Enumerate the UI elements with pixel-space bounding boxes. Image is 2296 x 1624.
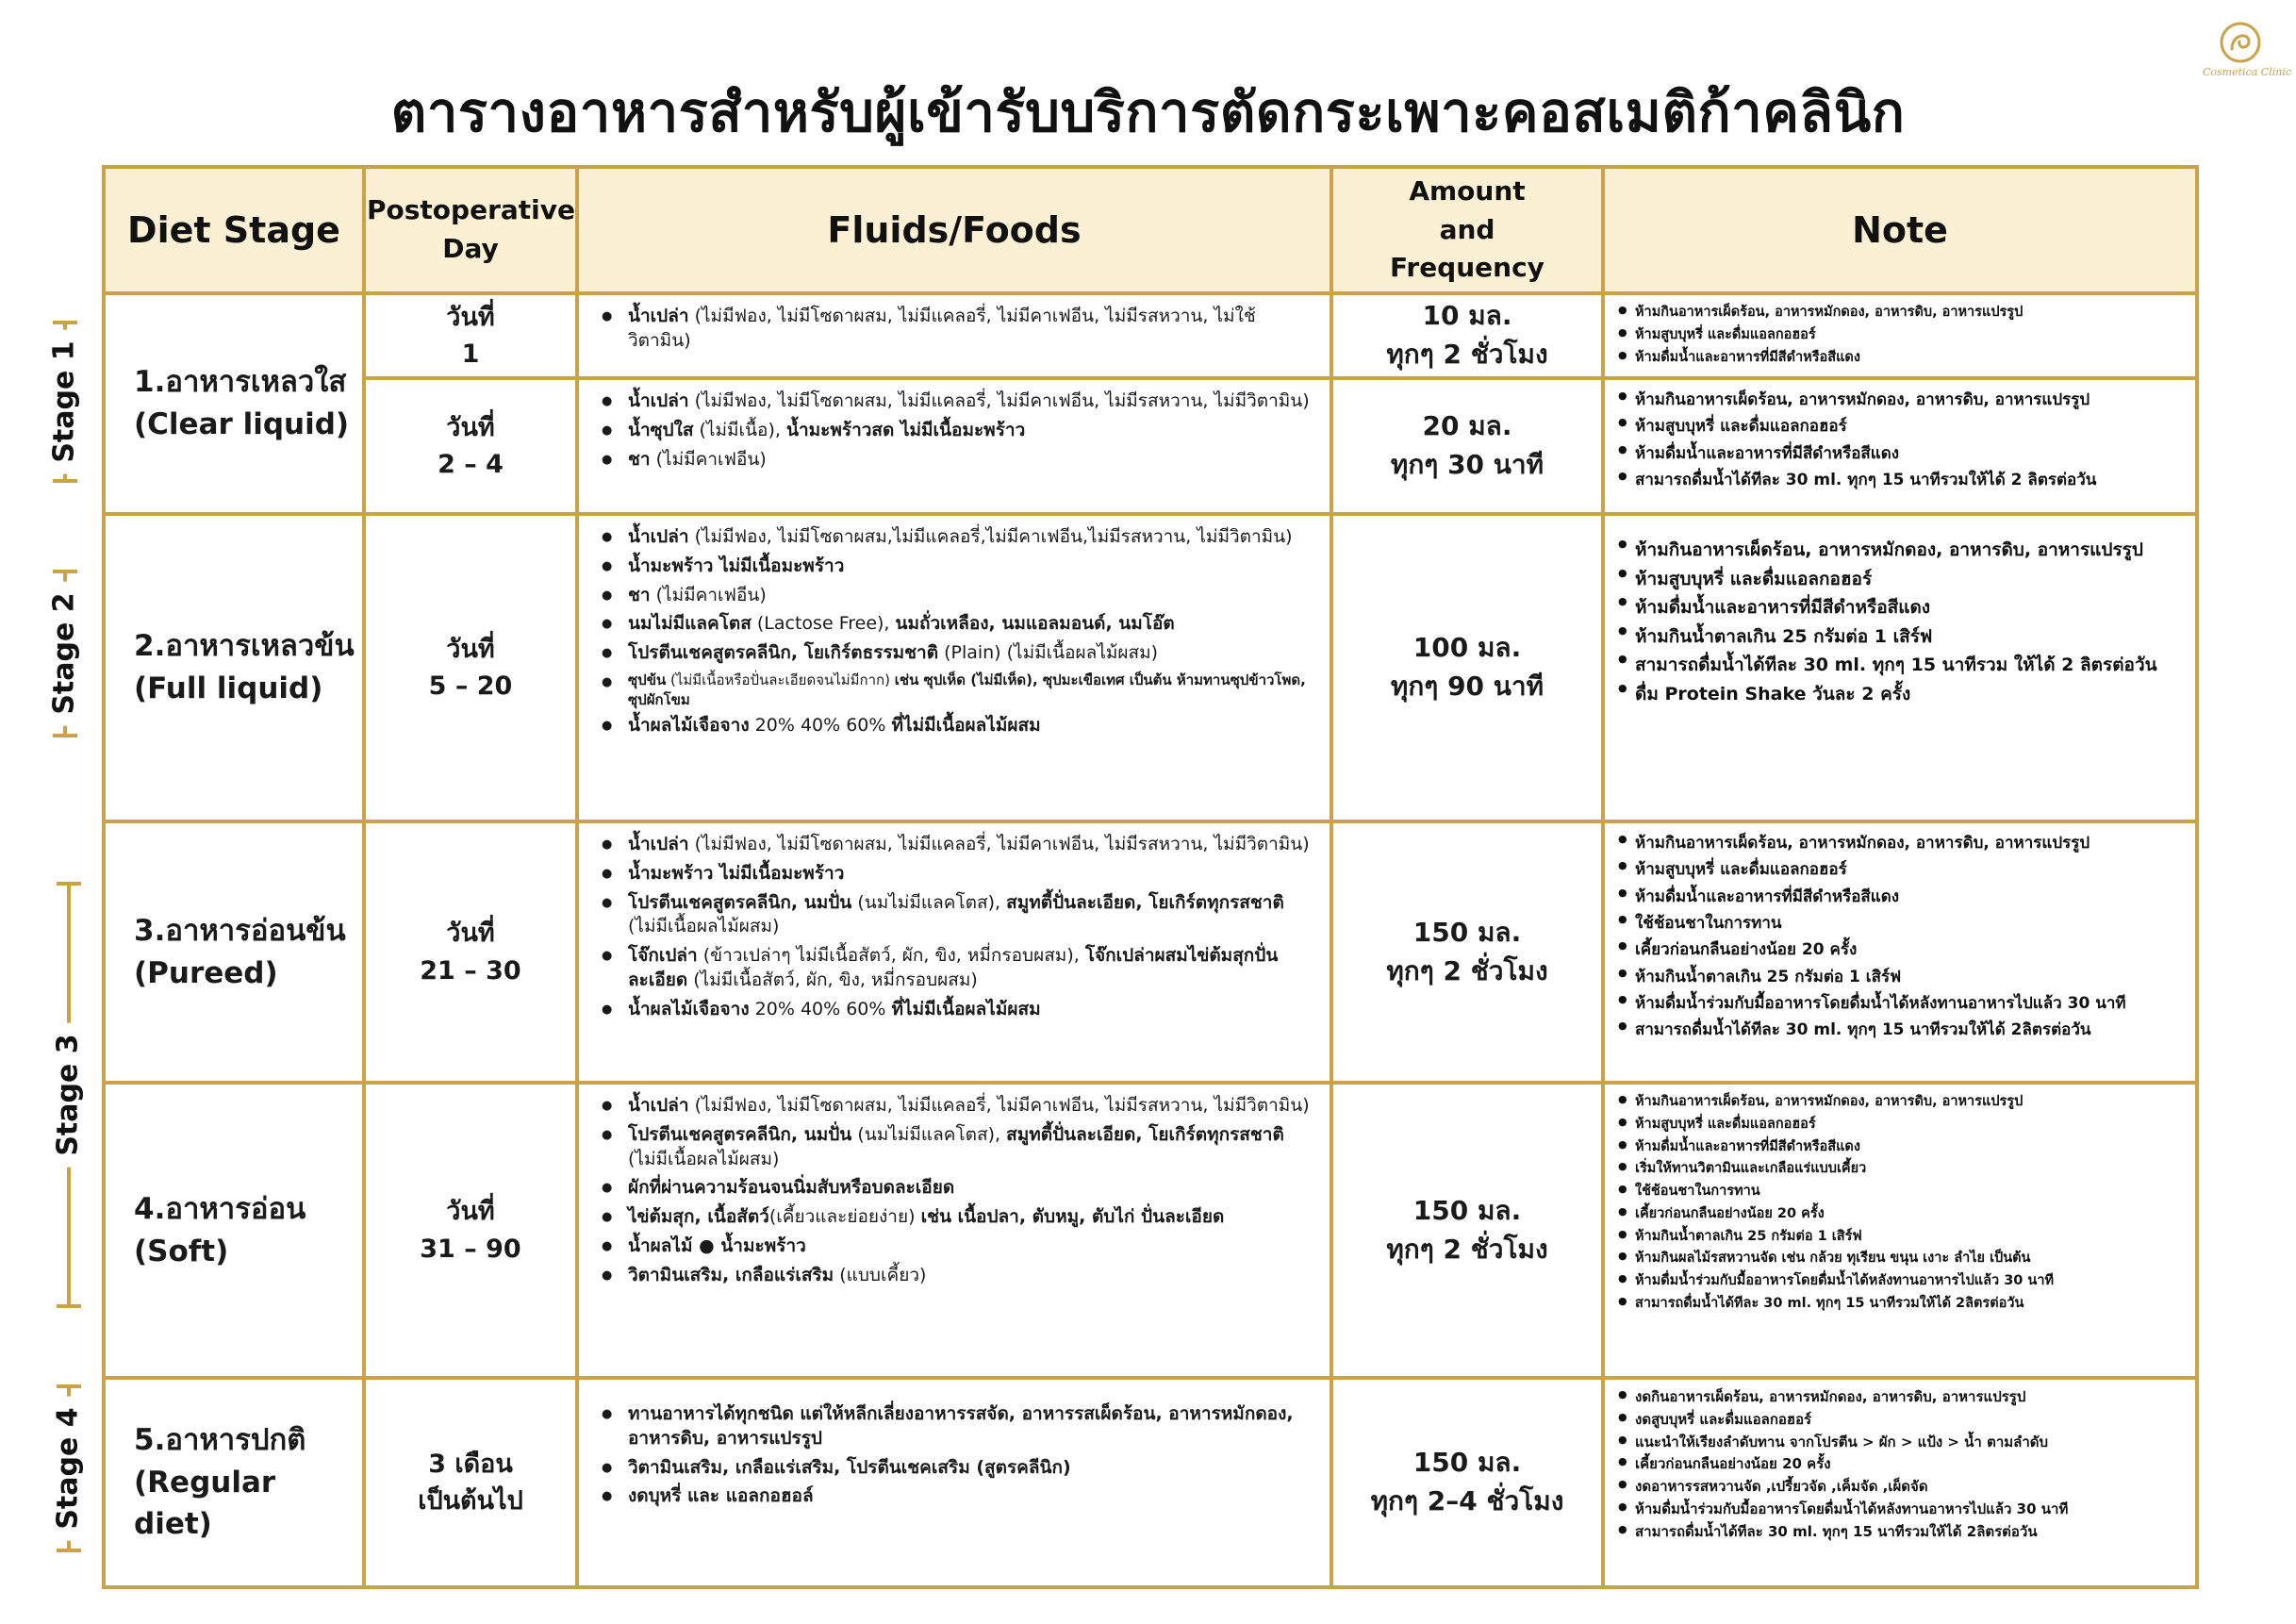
food-item-name: สมูทตี้ปั่นละเอียด, โยเกิร์ตทุกรสชาติ (1006, 891, 1284, 913)
day-cell (364, 293, 577, 378)
amount-cell (1331, 514, 1603, 821)
day-cell (364, 514, 577, 821)
food-item (598, 1176, 1316, 1201)
note-item: ● เริ่มให้ทานวิตามินและเกลือแร่แบบเคี้ยว (1618, 1159, 2188, 1180)
food-item (598, 1094, 1316, 1119)
day-range: 31 – 90 (420, 1234, 521, 1264)
notes-cell (1603, 378, 2197, 514)
header-postoperative-day-line1: Postoperative (367, 194, 576, 226)
notes-list (1618, 388, 2188, 492)
amount-cell (1331, 378, 1603, 514)
food-item (598, 891, 1316, 940)
foods-list (598, 389, 1316, 472)
diet-stage-thai: 4.อาหารอ่อน (134, 1191, 306, 1226)
notes-list (1618, 831, 2188, 1043)
note-item: ● ห้ามกินอาหารเผ็ดร้อน, อาหารหมักดอง, อาหารดิบ, อาหารแปรรูป (1618, 1092, 2188, 1113)
note-item: ● ใช้ช้อนชาในการทาน (1618, 1182, 2188, 1202)
header-note: Note (1603, 167, 2197, 293)
note-item: ● ห้ามกินน้ำตาลเกิน 25 กรัมต่อ 1 เสิร์ฟ (1618, 965, 2188, 989)
day-range: 21 – 30 (420, 955, 521, 986)
note-item: ● ห้ามดื่มน้ำและอาหารที่มีสีดำหรือสีแดง (1618, 594, 2188, 621)
note-item: ● เคี้ยวก่อนกลืนอย่างน้อย 20 ครั้ง (1618, 937, 2188, 962)
food-item-name: ผักที่ผ่านความร้อนจนนิ่มสับหรือบดละเอียด (628, 1177, 955, 1199)
diet-stage-thai: 1.อาหารเหลวใส (134, 365, 347, 400)
day-label: วันที่ (446, 1197, 495, 1227)
food-item (598, 714, 1316, 738)
note-item: ● ห้ามสูบบุหรี่ และดื่มแอลกอฮอร์ (1618, 566, 2188, 593)
note-item: ● สามารถดื่มน้ำได้ทีละ 30 ml. ทุกๆ 15 นาทีรวมให้ได้ 2ลิตรต่อวัน (1618, 1522, 2188, 1543)
note-item: ● ใช้ช้อนชาในการทาน (1618, 911, 2188, 936)
amount-frequency: ทุกๆ 30 นาที (1390, 449, 1544, 480)
food-item (598, 1484, 1316, 1509)
note-item: ● ห้ามกินอาหารเผ็ดร้อน, อาหารหมักดอง, อาหารดิบ, อาหารแปรรูป (1618, 831, 2188, 855)
amount-volume: 10 มล. (1422, 300, 1512, 332)
food-item-name: ทานอาหารได้ทุกชนิด แต่ให้หลีกเลี่ยงอาหารรสจัด, อาหารรสเผ็ดร้อน, อาหารหมักดอง, อาหารดิบ, อาหารแปรรูป (628, 1403, 1294, 1449)
amount-cell (1331, 1083, 1603, 1378)
food-item (598, 389, 1316, 414)
note-item: ● ห้ามดื่มน้ำร่วมกับมื้ออาหารโดยดื่มน้ำได้หลังทานอาหารไปแล้ว 30 นาที (1618, 991, 2188, 1016)
table-row (104, 378, 2197, 514)
note-item: ● งดกินอาหารเผ็ดร้อน, อาหารหมักดอง, อาหารดิบ, อาหารแปรรูป (1618, 1387, 2188, 1408)
food-item-detail: 20% 40% 60% (749, 714, 892, 736)
day-range: 1 (461, 340, 480, 369)
food-item (598, 584, 1316, 608)
note-item: ● ห้ามกินอาหารเผ็ดร้อน, อาหารหมักดอง, อาหารดิบ, อาหารแปรรูป (1618, 388, 2188, 412)
amount-frequency: ทุกๆ 2 ชั่วโมง (1386, 954, 1548, 986)
table-row (104, 1083, 2197, 1378)
header-postoperative-day-line2: Day (442, 233, 499, 264)
amount-frequency: ทุกๆ 2–4 ชั่วโมง (1370, 1485, 1564, 1516)
food-item-name: วิตามินเสริม, เกลือแร่เสริม, โปรตีนเชคเสริม (สูตรคลีนิก) (628, 1456, 1071, 1478)
food-item-name: น้ำเปล่า (628, 306, 689, 326)
foods-list (598, 525, 1316, 738)
note-item: ● ห้ามดื่มน้ำร่วมกับมื้ออาหารโดยดื่มน้ำได้หลังทานอาหารไปแล้ว 30 นาที (1618, 1500, 2188, 1520)
foods-cell (577, 1083, 1331, 1378)
food-item-name: โปรตีนเชคสูตรคลีนิก, โยเกิร์ตธรรมชาติ (628, 642, 939, 664)
page-title: ตารางอาหารสำหรับผู้เข้ารับบริการตัดกระเพาะคอสเมติก้าคลินิก (390, 80, 1906, 144)
stage-marker-label: Stage 4 (52, 1396, 85, 1540)
diet-stage-english: (Clear liquid) (134, 407, 350, 441)
diet-stage-cell (104, 514, 364, 821)
food-item (598, 555, 1316, 579)
amount-volume: 150 มล. (1412, 1194, 1522, 1226)
food-item-name: น้ำมะพร้าวสด ไม่มีเนื้อมะพร้าว (785, 419, 1026, 440)
note-item: ● ห้ามกินอาหารเผ็ดร้อน, อาหารหมักดอง, อาหารดิบ, อาหารแปรรูป (1618, 303, 2188, 323)
note-item: ● สามารถดื่มน้ำได้ทีละ 30 ml. ทุกๆ 15 นาทีรวม ให้ได้ 2 ลิตรต่อวัน (1618, 652, 2188, 679)
stage-marker-4 (49, 1384, 87, 1552)
day-label: วันที่ (446, 919, 495, 949)
diet-stage-english: (Soft) (134, 1234, 229, 1268)
food-item (598, 612, 1316, 637)
food-item-name: โปรตีนเชคสูตรคลีนิก, นมปั่น (628, 891, 852, 913)
diet-stage-thai: 3.อาหารอ่อนข้น (134, 913, 346, 948)
diet-stage-english: (Regular diet) (134, 1465, 276, 1542)
food-item-detail: (ไม่มีฟอง, ไม่มีโซดาผสม, ไม่มีแคลอรี่, ไม่มีคาเฟอีน, ไม่มีรสหวาน, ไม่ใช้วิตามิน) (628, 306, 1256, 351)
table-row (104, 1378, 2197, 1587)
food-item-detail: (นมไม่มีแลคโตส), (851, 1123, 1007, 1145)
food-item (598, 1123, 1316, 1172)
note-item: ● เคี้ยวก่อนกลืนอย่างน้อย 20 ครั้ง (1618, 1454, 2188, 1475)
food-item-name: น้ำเปล่า (628, 1095, 689, 1116)
note-item: ● ห้ามดื่มน้ำและอาหารที่มีสีดำหรือสีแดง (1618, 441, 2188, 466)
amount-frequency: ทุกๆ 90 นาที (1390, 671, 1544, 702)
food-item-name: วิตามินเสริม, เกลือแร่เสริม (628, 1264, 834, 1285)
food-item (598, 1235, 1316, 1259)
day-range: 2 – 4 (438, 450, 504, 479)
food-item-name: น้ำเปล่า (628, 526, 689, 547)
day-label: 3 เดือน (428, 1449, 513, 1479)
notes-list (1618, 1387, 2188, 1542)
amount-frequency: ทุกๆ 2 ชั่วโมง (1386, 339, 1548, 370)
stage-marker-label: Stage 3 (52, 1022, 85, 1167)
day-label: วันที่ (446, 412, 495, 442)
day-label: วันที่ (446, 302, 495, 332)
note-item: ● แนะนำให้เรียงลำดับทาน จากโปรตีน > ผัก > แป้ง > น้ำ ตามลำดับ (1618, 1433, 2188, 1453)
header-amount-frequency (1331, 167, 1603, 293)
food-item-name: ซุปข้น (628, 671, 667, 689)
notes-cell (1603, 293, 2197, 378)
foods-list (598, 1389, 1316, 1509)
diet-table (102, 165, 2199, 1589)
day-range: 5 – 20 (428, 671, 513, 701)
notes-list (1618, 523, 2188, 707)
food-item-name: น้ำซุปใส (628, 419, 694, 440)
header-amount-line2: and (1439, 213, 1495, 245)
food-item-name: น้ำเปล่า (628, 390, 689, 411)
foods-cell (577, 821, 1331, 1083)
note-item: ● สามารถดื่มน้ำได้ทีละ 30 ml. ทุกๆ 15 นาทีรวมให้ได้ 2ลิตรต่อวัน (1618, 1018, 2188, 1042)
day-range: เป็นต้นไป (418, 1486, 523, 1516)
food-item-detail: (Lactose Free), (751, 613, 896, 635)
food-item (598, 1264, 1316, 1288)
food-item (598, 862, 1316, 887)
food-item (598, 419, 1316, 443)
food-item-detail: (ไม่มีฟอง, ไม่มีโซดาผสม, ไม่มีแคลอรี่, ไม่มีคาเฟอีน, ไม่มีรสหวาน, ไม่มีวิตามิน) (688, 1095, 1310, 1116)
food-item-name: นมถั่วเหลือง, นมแอลมอนด์, นมโอ๊ต (895, 613, 1175, 635)
table-header-row (104, 167, 2197, 293)
food-item (598, 448, 1316, 472)
food-item (598, 998, 1316, 1022)
foods-cell (577, 514, 1331, 821)
food-item-name: น้ำผลไม้ ● น้ำมะพร้าว (628, 1235, 806, 1257)
foods-list (598, 1094, 1316, 1288)
food-item-detail: (ไม่มีเนื้อผลไม้ผสม) (628, 916, 780, 937)
food-item-name: โจ๊กเปล่าผสมไข่ต้มสุกปั่นละเอียด (628, 945, 1279, 991)
notes-list (1618, 303, 2188, 368)
amount-volume: 150 มล. (1412, 1447, 1522, 1479)
food-item-name: ไข่ต้มสุก, เนื้อสัตว์ (628, 1206, 769, 1228)
stage-marker-1 (45, 321, 83, 483)
food-item-name: โจ๊กเปล่า (628, 945, 698, 967)
food-item-name: ที่ไม่มีเนื้อผลไม้ผสม (891, 714, 1041, 736)
amount-frequency: ทุกๆ 2 ชั่วโมง (1386, 1233, 1548, 1265)
food-item (598, 525, 1316, 550)
stage-marker-2 (45, 570, 83, 737)
note-item: ● สามารถดื่มน้ำได้ทีละ 30 ml. ทุกๆ 15 นาทีรวมให้ได้ 2ลิตรต่อวัน (1618, 1294, 2188, 1315)
food-item-detail: (ไม่มีเนื้อสัตว์, ผัก, ขิง, หมี่กรอบผสม) (687, 969, 978, 991)
food-item-name: น้ำเปล่า (628, 834, 689, 854)
note-item: ● ห้ามกินน้ำตาลเกิน 25 กรัมต่อ 1 เสิร์ฟ (1618, 1227, 2188, 1248)
note-item: ● เคี้ยวก่อนกลืนอย่างน้อย 20 ครั้ง (1618, 1204, 2188, 1225)
food-item-name: น้ำมะพร้าว ไม่มีเนื้อมะพร้าว (628, 862, 845, 884)
day-label: วันที่ (446, 634, 495, 664)
food-item (598, 833, 1316, 857)
diet-stage-thai: 5.อาหารปกติ (134, 1422, 306, 1457)
food-item-detail: (ไม่มีฟอง, ไม่มีโซดาผสม, ไม่มีแคลอรี่, ไม่มีคาเฟอีน, ไม่มีรสหวาน, ไม่มีวิตามิน) (688, 834, 1310, 854)
note-item: ● ดื่ม Protein Shake วันละ 2 ครั้ง (1618, 681, 2188, 708)
note-item: ● ห้ามสูบบุหรี่ และดื่มแอลกอฮอร์ (1618, 325, 2188, 346)
foods-list (598, 833, 1316, 1022)
note-item: ● ห้ามกินน้ำตาลเกิน 25 กรัมต่อ 1 เสิร์ฟ (1618, 623, 2188, 651)
note-item: ● ห้ามกินผลไม้รสหวานจัด เช่น กล้วย ทุเรียน ขนุน เงาะ ลำไย เป็นต้น (1618, 1249, 2188, 1269)
note-item: ● ห้ามกินอาหารเผ็ดร้อน, อาหารหมักดอง, อาหารดิบ, อาหารแปรรูป (1618, 537, 2188, 564)
amount-cell (1331, 1378, 1603, 1587)
diet-stage-cell (104, 821, 364, 1083)
food-item-name: ชา (628, 584, 651, 605)
amount-cell (1331, 293, 1603, 378)
header-amount-line1: Amount (1409, 175, 1526, 207)
notes-cell (1603, 1083, 2197, 1378)
note-item: ● สามารถดื่มน้ำได้ทีละ 30 ml. ทุกๆ 15 นาทีรวมให้ได้ 2 ลิตรต่อวัน (1618, 468, 2188, 492)
food-item (598, 641, 1316, 666)
food-item-name: ชา (628, 448, 651, 470)
notes-cell (1603, 821, 2197, 1083)
note-item: ● ห้ามดื่มน้ำและอาหารที่มีสีดำหรือสีแดง (1618, 1137, 2188, 1158)
diet-stage-cell (104, 1378, 364, 1587)
notes-list (1618, 1092, 2188, 1315)
food-item-name: ที่ไม่มีเนื้อผลไม้ผสม (891, 998, 1041, 1019)
diet-stage-english: (Pureed) (134, 955, 278, 990)
diet-stage-cell (104, 293, 364, 514)
food-item-detail: (ไม่มีเนื้อหรือปั่นละเอียดจนไม่มีกาก) (666, 671, 895, 689)
clinic-logo-icon (2219, 21, 2262, 64)
food-item-detail: (ไม่มีฟอง, ไม่มีโซดาผสม,ไม่มีแคลอรี่,ไม่มีคาเฟอีน,ไม่มีรสหวาน, ไม่มีวิตามิน) (688, 526, 1293, 547)
foods-cell (577, 378, 1331, 514)
food-item (598, 305, 1316, 354)
food-item-detail: (Plain) (ไม่มีเนื้อผลไม้ผสม) (938, 642, 1159, 664)
note-item: ● ห้ามสูบบุหรี่ และดื่มแอลกอฮอร์ (1618, 414, 2188, 439)
table-row (104, 293, 2197, 378)
note-item: ● งดอาหารรสหวานจัด ,เปรี้ยวจัด ,เค็มจัด ,เผ็ดจัด (1618, 1477, 2188, 1498)
food-item-detail: (ไม่มีฟอง, ไม่มีโซดาผสม, ไม่มีแคลอรี่, ไม่มีคาเฟอีน, ไม่มีรสหวาน, ไม่มีวิตามิน) (688, 390, 1310, 411)
table-row (104, 514, 2197, 821)
amount-volume: 100 มล. (1412, 632, 1522, 664)
stage-marker-3 (49, 882, 87, 1308)
day-cell (364, 378, 577, 514)
header-diet-stage: Diet Stage (104, 167, 364, 293)
stage-marker-label: Stage 1 (48, 329, 81, 473)
note-item: ● ห้ามสูบบุหรี่ และดื่มแอลกอฮอร์ (1618, 857, 2188, 882)
food-item-detail: (ไม่มีเนื้อ), (693, 419, 786, 440)
foods-cell (577, 293, 1331, 378)
note-item: ● ห้ามดื่มน้ำและอาหารที่มีสีดำหรือสีแดง (1618, 348, 2188, 369)
diet-stage-thai: 2.อาหารเหลวข้น (134, 629, 355, 664)
header-amount-line3: Frequency (1390, 252, 1544, 284)
food-item (598, 1205, 1316, 1230)
food-item-detail: (แบบเคี้ยว) (834, 1264, 927, 1285)
food-item-detail: (นมไม่มีแลคโตส), (851, 891, 1007, 913)
foods-cell (577, 1378, 1331, 1587)
food-item-name: นมไม่มีแลคโตส (628, 613, 752, 635)
food-item (598, 1456, 1316, 1481)
food-item-name: น้ำผลไม้เจือจาง (628, 714, 750, 736)
food-item-detail: (ข้าวเปล่าๆ ไม่มีเนื้อสัตว์, ผัก, ขิง, หมี่กรอบผสม), (697, 945, 1085, 967)
header-fluids-foods: Fluids/Foods (577, 167, 1331, 293)
note-item: ● ห้ามดื่มน้ำและอาหารที่มีสีดำหรือสีแดง (1618, 885, 2188, 909)
food-item-detail: (ไม่มีเนื้อผลไม้ผสม) (628, 1148, 780, 1169)
table-row (104, 821, 2197, 1083)
amount-volume: 150 มล. (1412, 916, 1522, 948)
amount-cell (1331, 821, 1603, 1083)
food-item-name: งดบุหรี่ และ แอลกอฮอล์ (628, 1485, 814, 1507)
food-item (598, 671, 1316, 709)
amount-volume: 20 มล. (1422, 410, 1512, 442)
day-cell (364, 821, 577, 1083)
food-item-detail: (ไม่มีคาเฟอีน) (650, 584, 767, 605)
day-cell (364, 1083, 577, 1378)
diet-stage-cell (104, 1083, 364, 1378)
food-item (598, 1402, 1316, 1451)
food-item-detail: (เคี้ยวและย่อยง่าย) (768, 1206, 921, 1228)
note-item: ● งดสูบบุหรี่ และดื่มแอลกอฮอร์ (1618, 1410, 2188, 1431)
stage-marker-label: Stage 2 (48, 581, 81, 725)
food-item-detail: (ไม่มีคาเฟอีน) (650, 448, 767, 470)
clinic-logo-text: Cosmetica Clinic (2203, 66, 2291, 78)
notes-cell (1603, 514, 2197, 821)
food-item-name: เช่น เนื้อปลา, ตับหมู, ตับไก่ ปั่นละเอียด (920, 1206, 1225, 1228)
food-item-name: น้ำมะพร้าว ไม่มีเนื้อมะพร้าว (628, 555, 845, 576)
food-item-name: น้ำผลไม้เจือจาง (628, 998, 750, 1019)
foods-list (598, 305, 1316, 354)
food-item-name: เช่น ซุปเห็ด (ไม่มีเห็ด), ซุปมะเขือเทศ เป็นต้น ห้ามทานซุปข้าวโพด, ซุปผักโขม (628, 671, 1306, 708)
header-postoperative-day (364, 167, 577, 293)
day-cell (364, 1378, 577, 1587)
food-item-detail: 20% 40% 60% (749, 998, 892, 1019)
note-item: ● ห้ามดื่มน้ำร่วมกับมื้ออาหารโดยดื่มน้ำได้หลังทานอาหารไปแล้ว 30 นาที (1618, 1271, 2188, 1292)
diet-stage-english: (Full liquid) (134, 671, 323, 705)
food-item (598, 944, 1316, 993)
food-item-name: สมูทตี้ปั่นละเอียด, โยเกิร์ตทุกรสชาติ (1006, 1123, 1284, 1145)
food-item-name: โปรตีนเชคสูตรคลีนิก, นมปั่น (628, 1123, 852, 1145)
notes-cell (1603, 1378, 2197, 1587)
note-item: ● ห้ามสูบบุหรี่ และดื่มแอลกอฮอร์ (1618, 1115, 2188, 1135)
